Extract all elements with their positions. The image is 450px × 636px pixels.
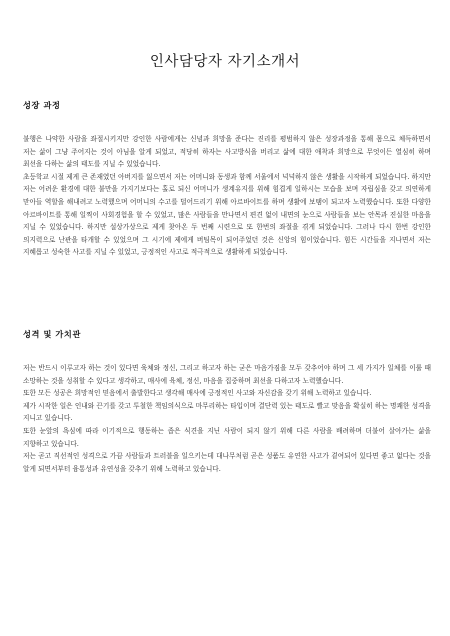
paragraph: 또한 눈앞의 욕심에 따라 이기적으로 행동하는 좁은 식견을 지닌 사람이 되지 않기 위해 다른 사람을 배려하며 더불어 살아가는 삶을 지향하고 있습니다.	[23, 426, 431, 448]
paragraph: 저는 곧고 직선적인 성격으로 가끔 사람들과 트러블을 일으키는데 대나무처럼 곧은 성품도 유연한 사고가 곁여되어 있다면 좋고 없다는 것을 알게 되면서부터 융통성과 유연성을 갖추기 위해 노력하고 있습니다.	[23, 452, 431, 473]
paragraph: 또한 모든 성공은 희망적인 믿음에서 출발한다고 생각해 매사에 긍정적인 사고와 자신감을 갖기 위해 노력하고 있습니다.	[23, 389, 372, 398]
paragraph: 초등학교 시절 제게 큰 존재였던 아버지를 잃으면서 저는 어머니와 동생과 함께 서울에서 넉넉하지 않은 생활을 시작하게 되었습니다. 하지만 저는 어려운 환경에 대한 불만을 가지기보다는 홀로 되신 어머니가 생계유지를 위해 힘겹게 일하시는 모습을 보며 자립심을 갖고 의연하게 맏아들 역할을 해내려고 노력했으며 어머니의 수고를 덜어드리기 위해 아르바이트를 하며 생활에 보탬이 되고자 노력했습니다. 또한 다양한 아르바이트를 통해 일찍이 사회경험을 할 수 있었고, 많은 사람들을 만나면서 편견 없이 내면의 눈으로 사람들을 보는 안목과 진실한 마음을 지닐 수 있었습니다. 하지만 설상가상으로 제게 찾아온 두 번째 시련으로 또 한번의 좌절을 겪게 되었습니다. 그러나 다시 한번 강인한 의지력으로 난관을 타개할 수 있었으며 그 시기에 제에게 버팀목이 되어주었던 것은 신앙의 힘이었습니다. 힘든 시간들을 지나면서 저는 지혜롭고 성숙한 사고를 지닐 수 있었고, 긍정적인 사고로 적극적으로 생활하게 되었습니다.	[23, 172, 431, 257]
paragraph: 제가 시작한 일은 인내와 끈기를 갖고 투철한 책임의식으로 마무리하는 타입이며 결단력 있는 태도로 빨고 맞음을 확실히 하는 명쾌한 성격을 지니고 있습니다.	[23, 401, 431, 423]
section-heading: 성장 과정	[23, 100, 61, 110]
section-growth	[23, 100, 431, 259]
section-heading: 성격 및 가치관	[23, 329, 81, 339]
paragraph: 저는 반드시 이루고자 하는 것이 있다면 육체와 정신, 그리고 하고자 하는 굳은 마음가짐을 모두 갖추어야 하며 그 세 가지가 일체를 이룰 때 소망하는 것을 성취할 수 있다고 생각하고, 매사에 육체, 정신, 마음을 집중하며 최선을 다하고자 노력했습니다.	[23, 364, 431, 385]
document-title: 인사담당자 자기소개서	[149, 54, 301, 70]
paragraph: 불행은 나약한 사람을 좌절시키지만 강인한 사람에게는 신념과 희망을 준다는 진리를 평범하지 않은 성장과정을 통해 몸으로 체득하면서 저는 삶이 그냥 주어지는 것이 아님을 알게 되었고, 적당히 하자는 사고방식을 버리고 삶에 대한 애착과 희망으로 무엇이든 열심히 하며 최선을 다하는 삶의 태도를 지닐 수 있었습니다.	[23, 135, 431, 169]
section-personality	[23, 329, 431, 475]
